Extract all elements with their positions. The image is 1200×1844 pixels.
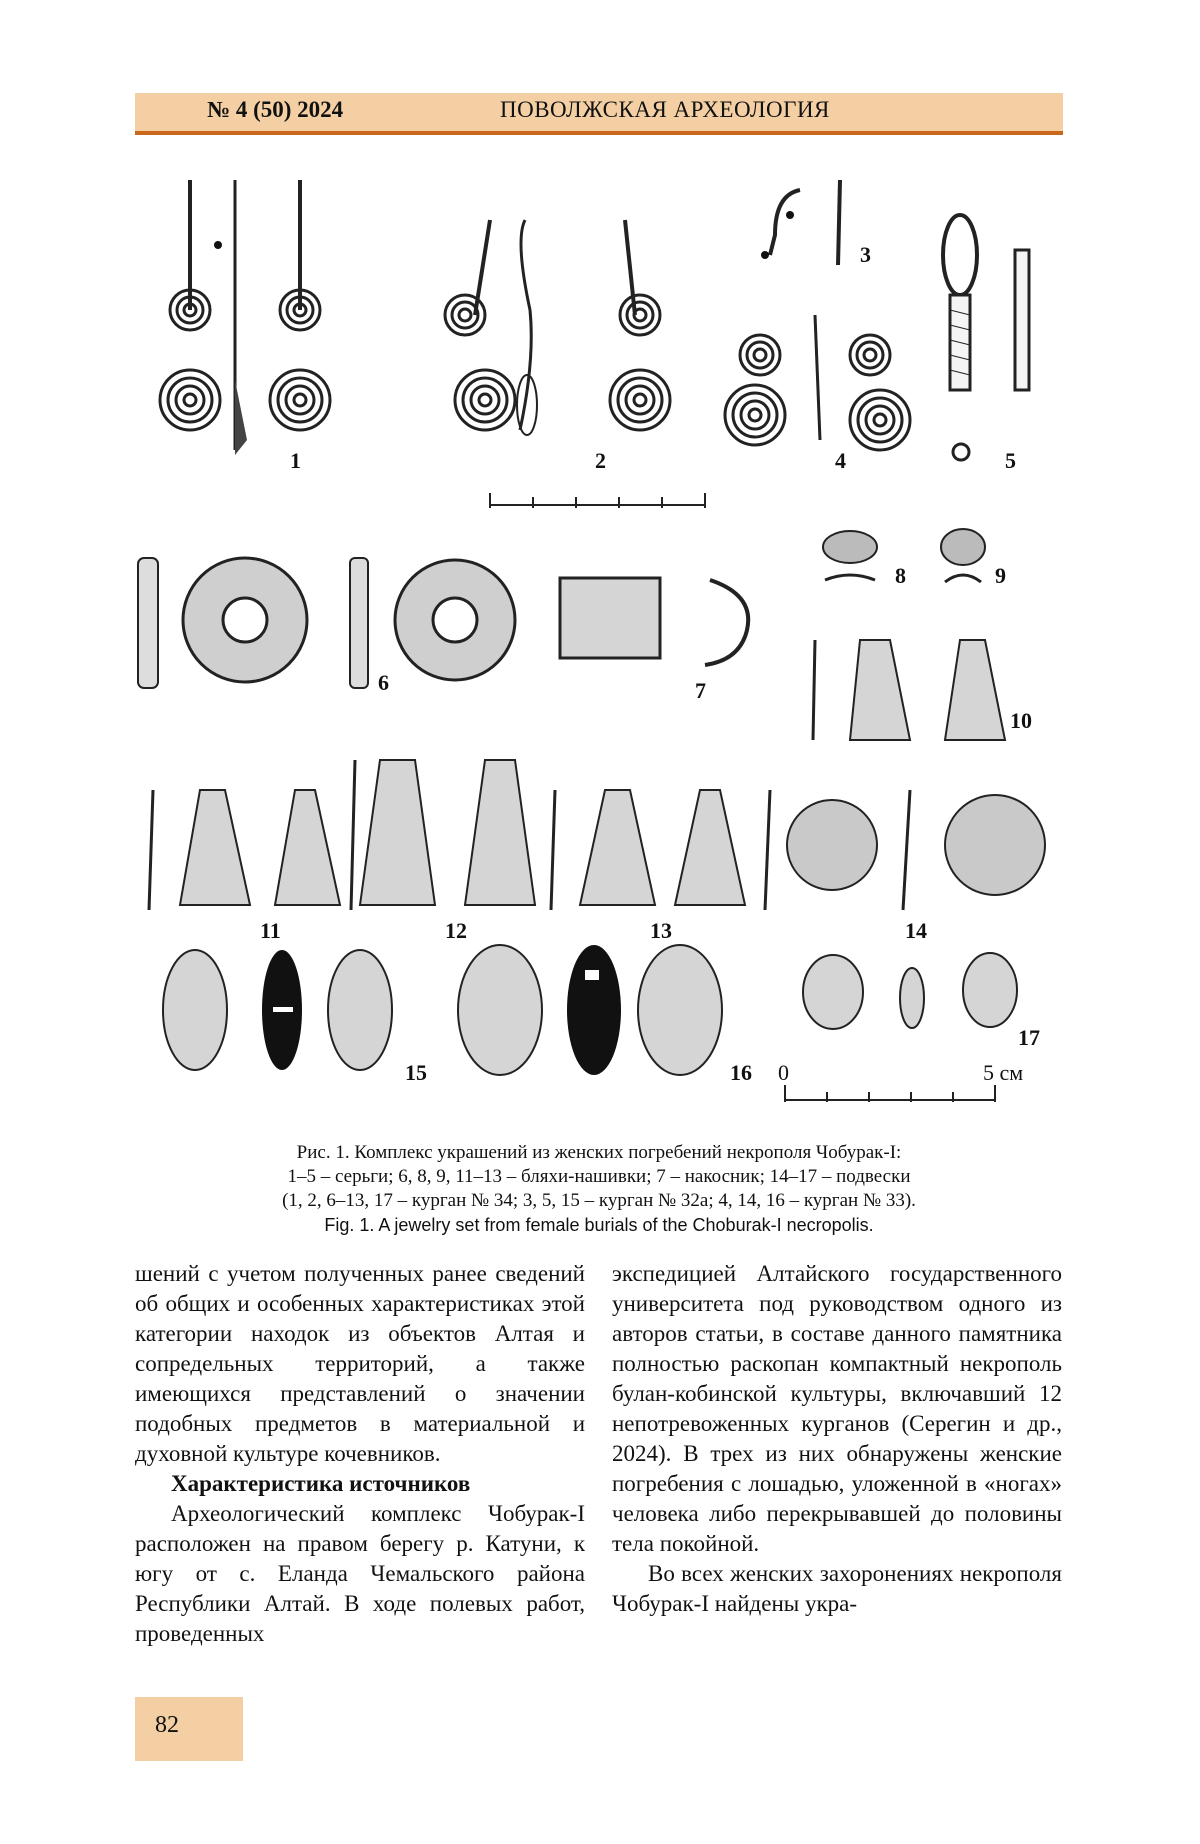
label-15: 15 bbox=[405, 1060, 427, 1085]
page-number-box bbox=[135, 1697, 243, 1761]
label-5: 5 bbox=[1005, 448, 1016, 473]
figure-drawings bbox=[135, 150, 1063, 1110]
label-17: 17 bbox=[1018, 1025, 1040, 1050]
pendant-15 bbox=[163, 950, 392, 1070]
plaque-10 bbox=[813, 640, 1005, 740]
label-4: 4 bbox=[835, 448, 846, 473]
scale-start-label: 0 bbox=[778, 1060, 789, 1085]
journal-header bbox=[135, 93, 1063, 135]
label-10: 10 bbox=[1010, 708, 1032, 733]
caption-ru-line-2: 1–5 – серьги; 6, 8, 9, 11–13 – бляхи-нашивки; 7 – накосник; 14–17 – подвески bbox=[287, 1166, 911, 1187]
plaque-8 bbox=[823, 531, 877, 580]
right-paragraph-1: экспедицией Алтайского государственного университета под руководством одного из авторов статьи, в составе данного памятника полностью раскопан компактный некрополь булан-кобинской культуры, включавший 12 непотревоженных курганов (Серегин и др., 2024). В трех из них обнаружены женские погребения с лошадью, уложенной в «ногах» человека либо перекрывавшей до половины тела покойной. bbox=[612, 1261, 1062, 1556]
scale-end-label: 5 см bbox=[983, 1060, 1024, 1085]
label-3: 3 bbox=[860, 242, 871, 267]
label-16: 16 bbox=[730, 1060, 752, 1085]
earring-3 bbox=[761, 180, 840, 265]
scale-bar-upper bbox=[490, 493, 705, 508]
issue-number: № 4 (50) 2024 bbox=[207, 97, 344, 122]
earring-2 bbox=[445, 220, 670, 435]
page-number: 82 bbox=[155, 1712, 179, 1738]
plaque-9 bbox=[941, 529, 985, 582]
label-1: 1 bbox=[290, 448, 301, 473]
earring-1 bbox=[160, 180, 330, 455]
right-column bbox=[612, 1259, 1062, 1619]
label-8: 8 bbox=[895, 563, 906, 588]
label-9: 9 bbox=[995, 563, 1006, 588]
plaque-13 bbox=[551, 790, 745, 910]
earring-5 bbox=[943, 215, 1029, 460]
plaque-11 bbox=[149, 790, 340, 910]
scale-bar-lower bbox=[785, 1085, 995, 1102]
label-2: 2 bbox=[595, 448, 606, 473]
label-11: 11 bbox=[260, 918, 281, 943]
label-6: 6 bbox=[378, 670, 389, 695]
plaque-6 bbox=[138, 558, 515, 688]
caption-en: Fig. 1. A jewelry set from female burials of the Choburak-I necropolis. bbox=[324, 1215, 874, 1235]
caption-ru-line-1: Рис. 1. Комплекс украшений из женских погребений некрополя Чобурак-I: bbox=[296, 1142, 902, 1163]
label-14: 14 bbox=[905, 918, 927, 943]
label-13: 13 bbox=[650, 918, 672, 943]
section-heading: Характеристика источников bbox=[171, 1471, 471, 1496]
caption-ru-line-3: (1, 2, 6–13, 17 – курган № 34; 3, 5, 15 – курган № 32а; 4, 14, 16 – курган № 33). bbox=[282, 1190, 916, 1211]
left-paragraph-1: шений с учетом полученных ранее сведений об общих и особенных характеристиках этой категории находок из объектов Алтая и сопредельных территорий, а также имеющихся представлений о значении подобных предметов в материальной и духовной культуре кочевников. bbox=[135, 1261, 585, 1466]
label-12: 12 bbox=[445, 918, 467, 943]
label-7: 7 bbox=[695, 678, 706, 703]
journal-title: ПОВОЛЖСКАЯ АРХЕОЛОГИЯ bbox=[500, 97, 830, 122]
right-paragraph-2: Во всех женских захоронениях некрополя Чобурак-I найдены укра- bbox=[612, 1561, 1062, 1616]
pendant-16 bbox=[458, 945, 722, 1075]
pendant-17 bbox=[803, 953, 1017, 1029]
figure-caption bbox=[135, 1141, 1063, 1237]
earring-4 bbox=[725, 315, 910, 450]
left-paragraph-2: Археологический комплекс Чобурак-I расположен на правом берегу р. Катуни, к югу от с. Еланда Чемальского района Республики Алтай. В ходе полевых работ, проведенных bbox=[135, 1501, 585, 1646]
hair-tube-7 bbox=[560, 578, 748, 665]
jewelry-figure bbox=[135, 150, 1063, 1110]
pendant-14 bbox=[765, 790, 1045, 910]
left-column bbox=[135, 1259, 585, 1649]
plaque-12 bbox=[351, 760, 535, 910]
